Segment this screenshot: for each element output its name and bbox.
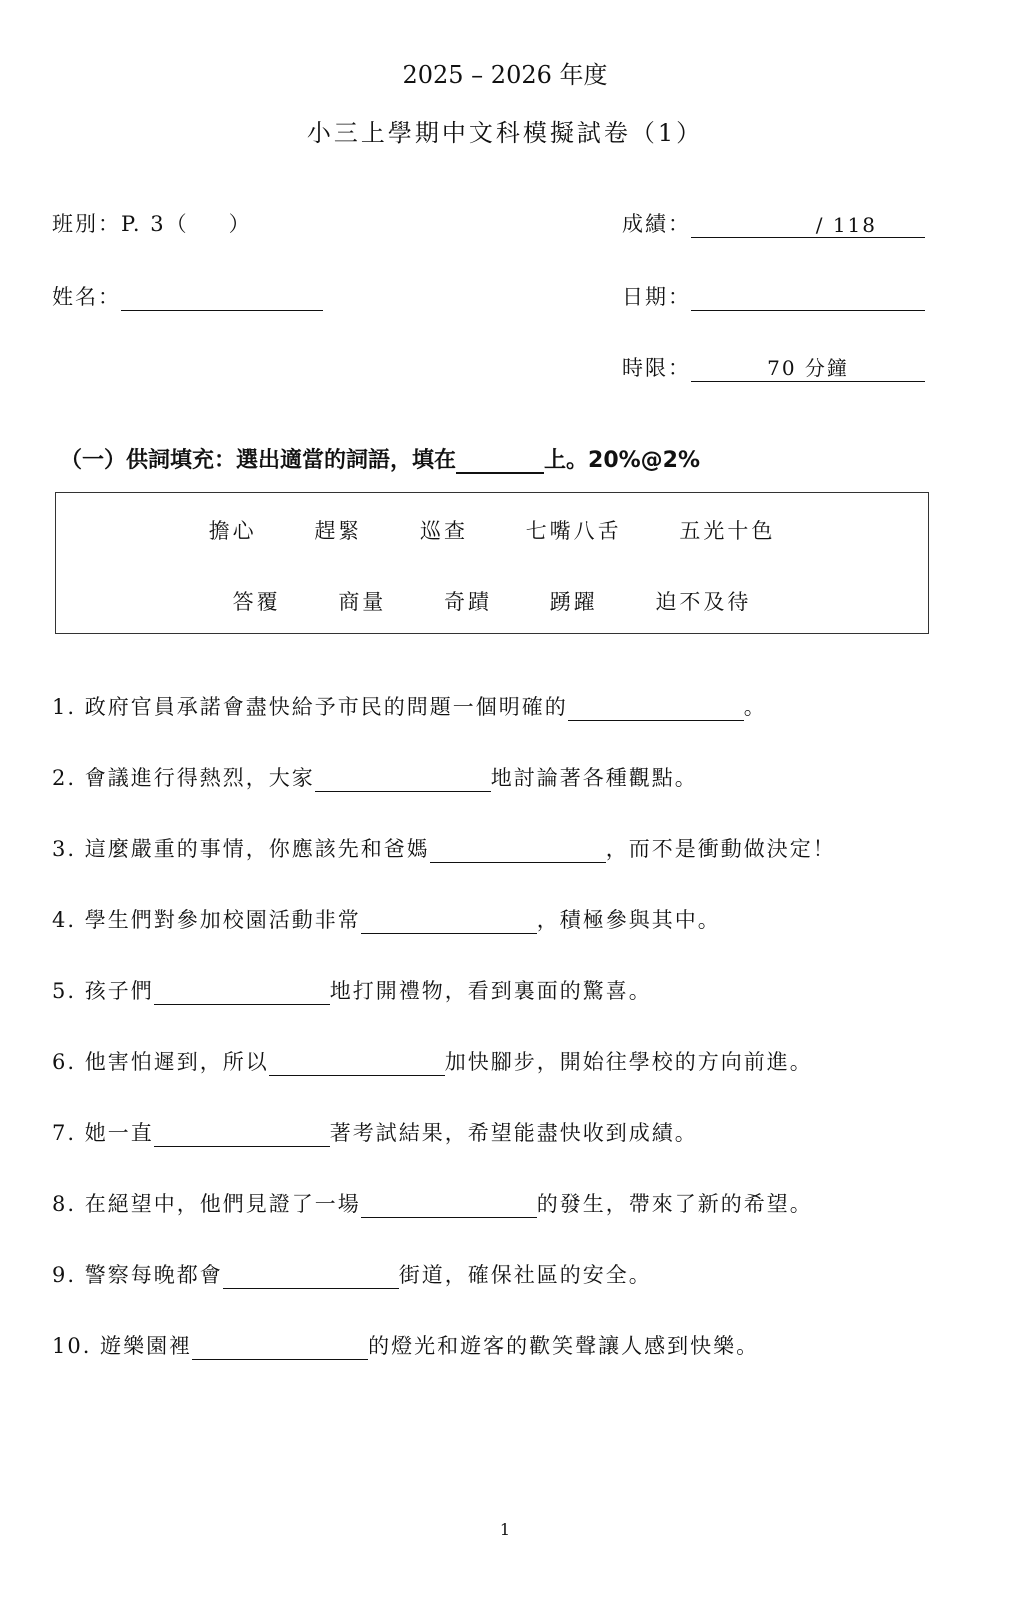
question-5 (52, 975, 652, 1005)
question-text-after: 著考試結果，希望能盡快收到成績。 (329, 1121, 698, 1145)
word-bank-row-2 (56, 586, 928, 616)
time-field (622, 352, 925, 382)
section-title-blank (456, 448, 544, 474)
score-total: / 118 (815, 213, 877, 237)
word-bank-item: 商量 (338, 590, 387, 614)
question-number: 8. (52, 1192, 77, 1216)
question-text-before: 這麼嚴重的事情，你應該先和爸媽 (84, 837, 430, 861)
answer-blank[interactable] (361, 1193, 537, 1218)
answer-blank[interactable] (223, 1264, 399, 1289)
question-9 (52, 1259, 652, 1289)
question-number: 7. (52, 1121, 77, 1145)
section-heading (60, 443, 700, 474)
question-text-before: 遊樂園裡 (100, 1334, 193, 1358)
word-bank-row-1 (56, 515, 928, 545)
answer-blank[interactable] (154, 980, 330, 1005)
question-text-before: 在絕望中，他們見證了一場 (84, 1192, 361, 1216)
name-field (52, 281, 323, 311)
question-text-after: 街道，確保社區的安全。 (398, 1263, 652, 1287)
question-text-before: 孩子們 (84, 979, 154, 1003)
answer-blank[interactable] (568, 696, 744, 721)
page-number: 1 (499, 1520, 511, 1539)
question-number: 2. (52, 766, 77, 790)
question-2 (52, 762, 698, 792)
question-number: 5. (52, 979, 77, 1003)
question-number: 3. (52, 837, 77, 861)
question-text-after: 。 (743, 695, 767, 719)
question-text-after: ，而不是衝動做決定！ (605, 837, 836, 861)
question-10 (52, 1330, 759, 1360)
question-4 (52, 904, 721, 934)
date-field (622, 281, 925, 311)
score-line (691, 214, 925, 238)
word-bank-item: 七嘴八舌 (525, 519, 622, 543)
word-bank-item: 五光十色 (679, 519, 776, 543)
date-line (691, 286, 925, 311)
score-field (622, 208, 925, 238)
question-text-before: 警察每晚都會 (84, 1263, 223, 1287)
score-label: 成績： (622, 212, 691, 236)
question-number: 4. (52, 908, 77, 932)
word-bank-box (55, 492, 929, 634)
question-text-before: 政府官員承諾會盡快給予市民的問題一個明確的 (84, 695, 568, 719)
class-label: 班別：P. 3（ (52, 212, 189, 236)
question-8 (52, 1188, 813, 1218)
word-bank-item: 趕緊 (314, 519, 363, 543)
question-number: 9. (52, 1263, 77, 1287)
question-1 (52, 691, 767, 721)
section-title-after: 上。20%@2% (544, 448, 701, 473)
class-field (52, 208, 252, 238)
date-label: 日期： (622, 285, 691, 309)
time-label: 時限： (622, 356, 691, 380)
class-close: ） (228, 212, 252, 236)
question-text-after: 的發生，帶來了新的希望。 (536, 1192, 813, 1216)
school-year: 2025 – 2026 年度 (402, 61, 608, 89)
time-value: 70 分鐘 (767, 356, 849, 380)
question-3 (52, 833, 836, 863)
answer-blank[interactable] (269, 1051, 445, 1076)
answer-blank[interactable] (430, 838, 606, 863)
question-number: 6. (52, 1050, 77, 1074)
word-bank-item: 答覆 (232, 590, 281, 614)
question-text-after: 地討論著各種觀點。 (490, 766, 698, 790)
question-text-before: 她一直 (84, 1121, 154, 1145)
word-bank-item: 踴躍 (549, 590, 598, 614)
name-label: 姓名： (52, 285, 121, 309)
word-bank-item: 擔心 (208, 519, 257, 543)
word-bank-item: 迫不及待 (655, 590, 752, 614)
answer-blank[interactable] (361, 909, 537, 934)
name-line (121, 286, 323, 311)
word-bank-item: 奇蹟 (444, 590, 492, 614)
question-text-before: 學生們對參加校園活動非常 (84, 908, 361, 932)
answer-blank[interactable] (192, 1335, 368, 1360)
question-text-after: 加快腳步，開始往學校的方向前進。 (444, 1050, 813, 1074)
time-line (691, 357, 925, 382)
question-text-before: 會議進行得熱烈，大家 (84, 766, 315, 790)
question-7 (52, 1117, 698, 1147)
question-6 (52, 1046, 813, 1076)
question-text-before: 他害怕遲到，所以 (84, 1050, 269, 1074)
question-text-after: 地打開禮物，看到裏面的驚喜。 (329, 979, 652, 1003)
answer-blank[interactable] (315, 767, 491, 792)
answer-blank[interactable] (154, 1122, 330, 1147)
exam-title: 小三上學期中文科模擬試卷（1） (306, 119, 704, 147)
question-number: 10. (52, 1334, 92, 1358)
word-bank-item: 巡查 (420, 519, 468, 543)
question-text-after: 的燈光和遊客的歡笑聲讓人感到快樂。 (368, 1334, 760, 1358)
question-number: 1. (52, 695, 77, 719)
section-title-before: （一）供詞填充：選出適當的詞語，填在 (60, 448, 457, 473)
question-text-after: ，積極參與其中。 (536, 908, 721, 932)
